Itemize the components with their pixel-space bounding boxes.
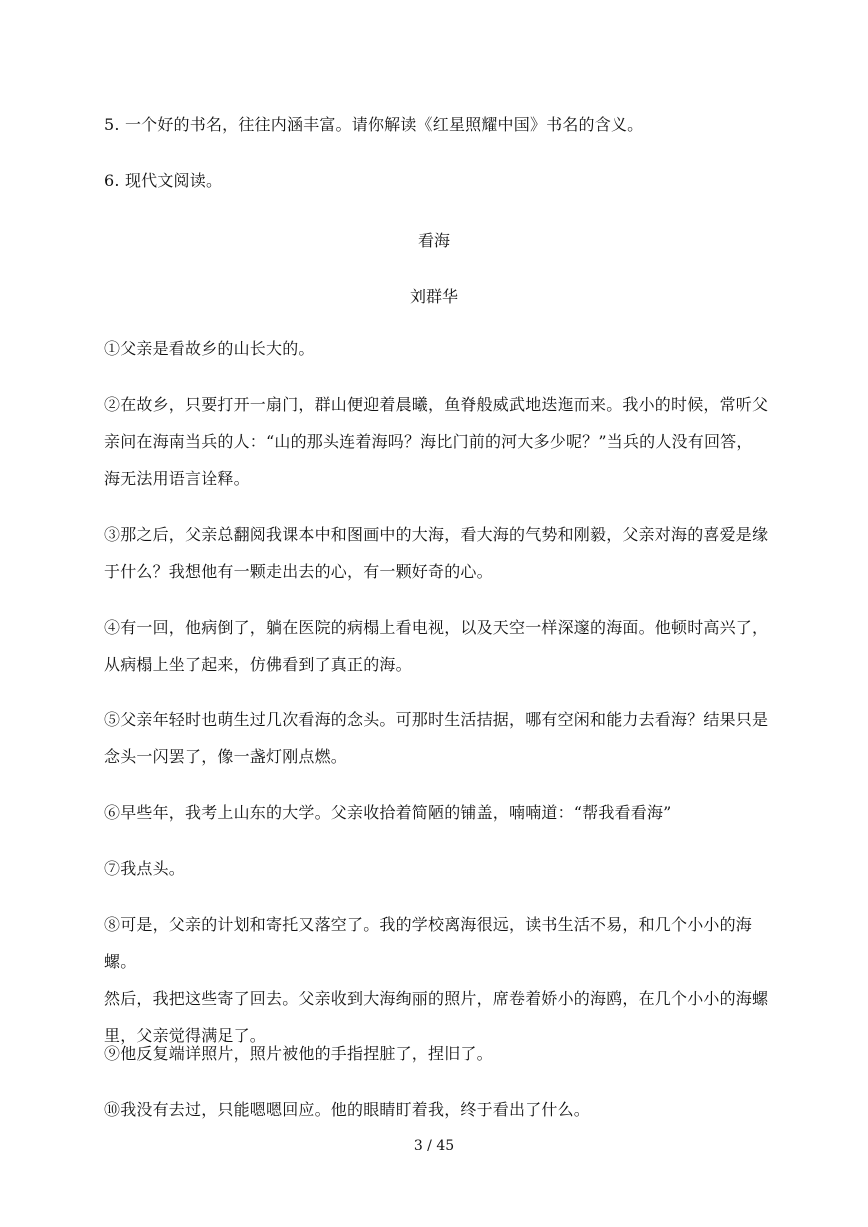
paragraph-6 <box>104 794 784 831</box>
paragraph-3-line-1: ③那之后，父亲总翻阅我课本中和图画中的大海，看大海的气势和刚毅，父亲对海的喜爱是缘 <box>104 525 769 544</box>
page-number: 3 / 45 <box>413 1138 455 1154</box>
paragraph-4-line-2: 从病榻上坐了起来，仿佛看到了真正的海。 <box>104 655 412 674</box>
paragraph-10-line-1: ⑩我没有去过，只能嗯嗯回应。他的眼睛盯着我，终于看出了什么。 <box>104 1100 591 1119</box>
paragraph-2 <box>104 386 784 497</box>
paragraph-10 <box>104 1091 784 1128</box>
paragraph-5-line-2: 念头一闪罢了，像一盏灯刚点燃。 <box>104 747 348 766</box>
paragraph-3 <box>104 516 784 590</box>
question-5: 5. 一个好的书名，往往内涵丰富。请你解读《红星照耀中国》书名的含义。 <box>104 115 644 134</box>
paragraph-2-line-2: 亲问在海南当兵的人：“山的那头连着海吗？海比门前的河大多少呢？”当兵的人没有回答， <box>104 432 753 451</box>
paragraph-5 <box>104 701 784 775</box>
paragraph-2-line-3: 海无法用语言诠释。 <box>104 469 250 488</box>
paragraph-8-line-1: ⑧可是，父亲的计划和寄托又落空了。我的学校离海很远，读书生活不易，和几个小小的海螺。 <box>104 915 753 971</box>
paragraph-3-line-2: 于什么？我想他有一颗走出去的心，有一颗好奇的心。 <box>104 562 493 581</box>
article-author: 刘群华 <box>409 287 458 306</box>
paragraph-9-line-1: ⑨他反复端详照片，照片被他的手指捏脏了，捏旧了。 <box>104 1044 493 1063</box>
paragraph-8-line-3: 里，父亲觉得满足了。 <box>104 1026 267 1045</box>
paragraph-9 <box>104 1035 784 1072</box>
question-6: 6. 现代文阅读。 <box>104 171 223 190</box>
paragraph-1-line-1: ①父亲是看故乡的山长大的。 <box>104 339 315 358</box>
paragraph-1 <box>104 330 784 367</box>
paragraph-5-line-1: ⑤父亲年轻时也萌生过几次看海的念头。可那时生活拮据，哪有空闲和能力去看海？结果只是 <box>104 710 769 729</box>
paragraph-8 <box>104 906 784 1054</box>
paragraph-7 <box>104 850 784 887</box>
paragraph-8-line-2: 然后，我把这些寄了回去。父亲收到大海绚丽的照片，席卷着娇小的海鸥，在几个小小的海螺 <box>104 989 769 1008</box>
paragraph-4-line-1: ④有一回，他病倒了，躺在医院的病榻上看电视，以及天空一样深邃的海面。他顿时高兴了， <box>104 618 769 637</box>
paragraph-6-line-1: ⑥早些年，我考上山东的大学。父亲收拾着简陋的铺盖，喃喃道：“帮我看看海” <box>104 803 672 822</box>
article-title: 看海 <box>417 231 450 250</box>
paragraph-7-line-1: ⑦我点头。 <box>104 859 186 878</box>
paragraph-4 <box>104 609 784 683</box>
paragraph-2-line-1: ②在故乡，只要打开一扇门，群山便迎着晨曦，鱼脊般威武地迭迤而来。我小的时候，常听父 <box>104 395 769 414</box>
